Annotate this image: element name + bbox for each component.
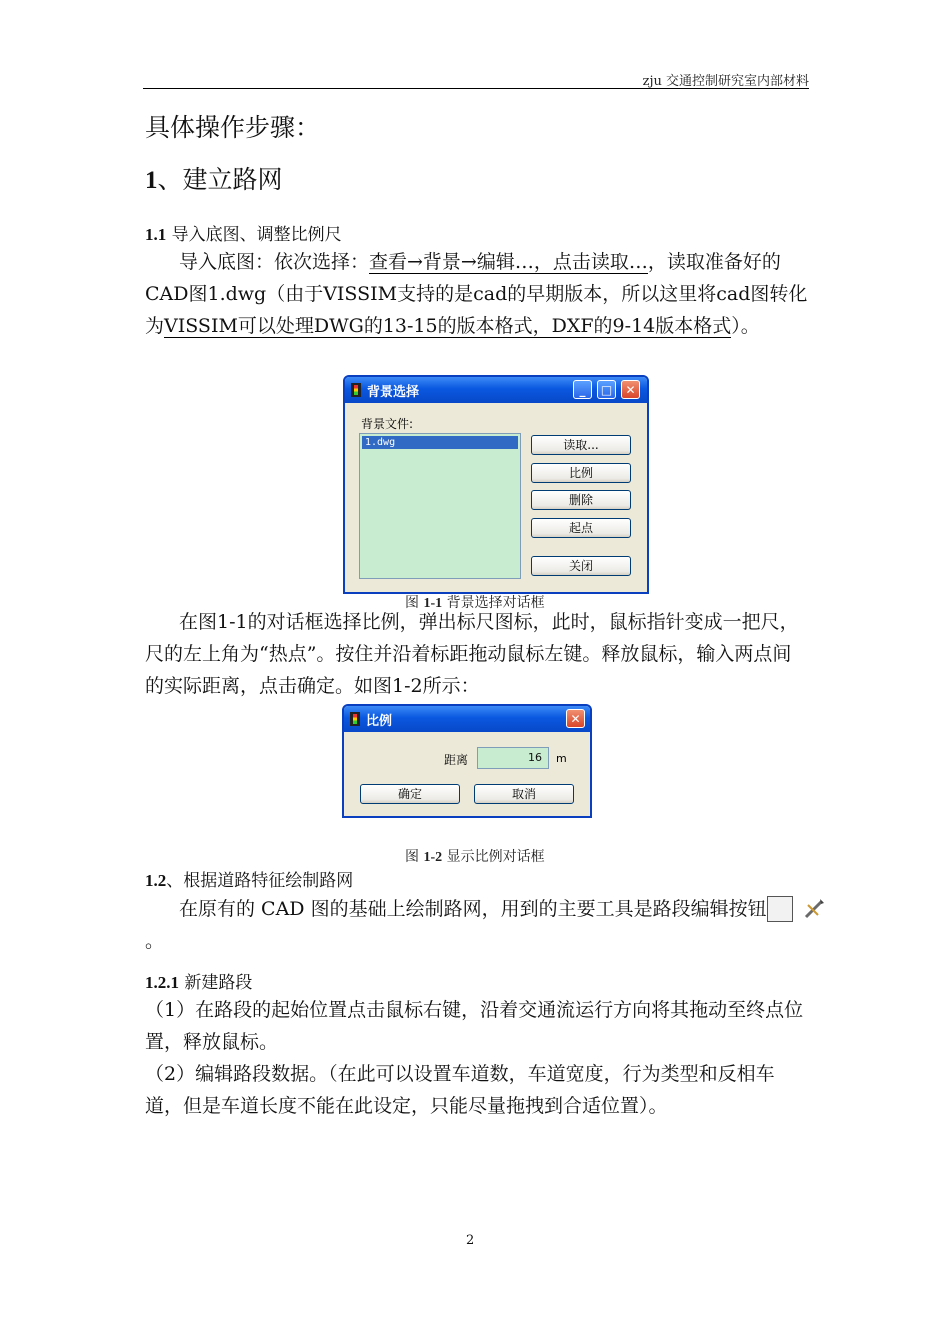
fig1-text: 背景选择对话框 [442,595,545,611]
heading-1-2 [145,866,353,891]
background-selection-dialog [343,375,649,594]
p3-a: 在原有的 CAD 图的基础上绘制路网，用到的主要工具是路段编辑按钮 [179,898,767,920]
heading-1-1-text: 导入底图、调整比例尺 [166,225,342,245]
paragraph-draw-network [145,893,809,957]
heading-1-2-1-text: 新建路段 [179,973,253,993]
traffic-light-icon [350,712,360,726]
heading-1-2-text: 、根据道路特征绘制路网 [166,871,354,891]
p1-menu-path: 查看→背景→编辑…，点击读取… [369,251,648,273]
p1-format-note: VISSIM可以处理DWG的13-15的版本格式，DXF的9-14版本格式 [164,315,732,337]
fig2-number: 1-2 [423,850,443,865]
scale-button[interactable]: 比例 [531,463,631,483]
distance-label: 距离 [444,753,469,767]
background-files-list[interactable] [359,433,521,579]
maximize-icon[interactable]: □ [597,380,616,399]
heading-1-2-1 [145,968,252,993]
heading-1-2-number: 1.2 [145,871,167,890]
dialog2-title: 比例 [366,713,393,729]
chapter-title [145,160,283,196]
dialog1-title: 背景选择 [367,384,420,400]
ok-button[interactable]: 确定 [360,784,460,804]
read-button[interactable]: 读取... [531,435,631,455]
figure-1-2-caption [405,846,545,866]
close-icon[interactable]: ✕ [621,380,640,399]
p1-a: 导入底图：依次选择： [179,251,370,273]
traffic-light-icon [351,383,361,397]
fig1-prefix: 图 [405,595,424,611]
page-header: zju 交通控制研究室内部材料 [143,70,809,89]
p1-e: ）。 [731,315,760,337]
close-icon[interactable]: ✕ [566,709,585,728]
p1-c: ，读取准备好的CAD图1.dwg（由于VISSIM支持的是cad的早期版本，所以这里将cad图转化为 [145,251,808,337]
dialog2-titlebar[interactable] [344,706,590,732]
fig1-number: 1-1 [423,596,443,611]
close-button[interactable]: 关闭 [531,556,631,576]
heading-1-1 [145,220,342,245]
heading-1-1-number: 1.1 [145,225,167,244]
chapter-number: 1 [145,167,158,194]
minimize-icon[interactable]: _ [573,380,592,399]
section-title: 具体操作步骤： [145,113,321,142]
p3-b: 。 [145,930,165,952]
dialog1-titlebar[interactable] [345,377,647,403]
fig2-prefix: 图 [405,849,424,865]
paragraph-step-1: （1）在路段的起始位置点击鼠标右键，沿着交通流运行方向将其拖动至终点位置，释放鼠标。 [145,999,804,1053]
heading-1-2-1-number: 1.2.1 [145,973,179,992]
scale-dialog [342,704,592,818]
unit-label: m [556,752,567,765]
list-item[interactable]: 1.dwg [362,436,518,449]
delete-button[interactable]: 删除 [531,490,631,510]
distance-input[interactable]: 16 [477,747,549,769]
chapter-text: 、建立路网 [157,165,283,194]
link-edit-icon [767,896,793,922]
origin-button[interactable]: 起点 [531,518,631,538]
page-number: 2 [466,1233,475,1248]
paragraph-scale: 在图1-1的对话框选择比例，弹出标尺图标，此时，鼠标指针变成一把尺，尺的左上角为“热点”。按住并沿着标距拖动鼠标左键。释放鼠标，输入两点间的实际距离，点击确定。如图1-2所示： [145,611,799,697]
background-files-label: 背景文件: [361,417,414,431]
paragraph-import [145,246,809,342]
paragraph-step-2: （2）编辑路段数据。（在此可以设置车道数，车道宽度，行为类型和反相车道，但是车道长度不能在此设定，只能尽量拖拽到合适位置）。 [145,1063,775,1117]
fig2-text: 显示比例对话框 [442,849,545,865]
cancel-button[interactable]: 取消 [474,784,574,804]
